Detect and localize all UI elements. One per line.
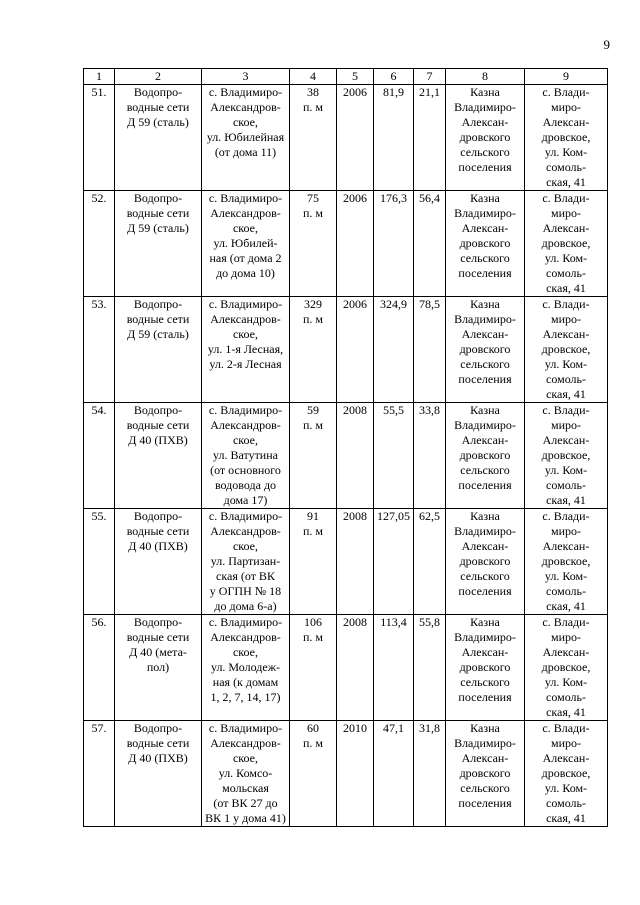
cell-line: Владимиро- [454,630,516,644]
object-name-cell [115,297,202,403]
cell-line: Алексан- [542,115,590,129]
year-cell: 2006 [337,191,374,297]
table-row [84,191,608,297]
cell-line: поселения [458,372,512,386]
cell-line: ское, [232,539,259,553]
cell-line: дровского [459,766,511,780]
cell-line: дровского [459,130,511,144]
cell-line: ул. Молодеж- [210,660,281,674]
table-row [84,297,608,403]
cell-line: 75 [307,191,319,205]
registry-body [84,69,608,827]
cell-line: Д 59 (сталь) [127,115,189,129]
cell-line: (от ВК 27 до [213,796,278,810]
location-cell [525,191,608,297]
year-cell: 2008 [337,403,374,509]
address-cell [202,721,290,827]
cell-line: сельского [460,781,510,795]
cell-line: Д 40 (ПХВ) [128,751,188,765]
cell-line: ул. Ком- [544,781,588,795]
address-cell [202,85,290,191]
column-number: 2 [115,69,202,85]
owner-cell [446,297,525,403]
year-cell: 2008 [337,509,374,615]
cell-line: ское, [232,751,259,765]
cell-line: дровского [459,342,511,356]
cell-line: п. м [302,736,323,750]
cell-line: поселения [458,160,512,174]
value-col7-cell: 56,4 [414,191,446,297]
length-cell [290,615,337,721]
cell-line: Водопро- [133,615,183,629]
cell-line: сомоль- [546,160,586,174]
cell-line: с. Влади- [542,297,590,311]
cell-line: 106 [304,615,322,629]
cell-line: ское, [232,115,259,129]
cell-line: Алексан- [542,645,590,659]
cell-line: дома 17) [223,493,268,507]
row-number-cell: 51. [84,85,115,191]
cell-line: сомоль- [546,266,586,280]
column-number: 7 [414,69,446,85]
cell-line: ул. 1-я Лесная, [207,342,284,356]
cell-line: Александров- [210,630,281,644]
cell-line: до дома 6-а) [214,599,277,613]
cell-line: Алексан- [461,645,509,659]
cell-line: ул. Юбилей- [213,236,278,250]
cell-line: с. Владимиро- [208,85,283,99]
cell-line: водные сети [126,100,190,114]
cell-line: Владимиро- [454,312,516,326]
value-col6-cell: 47,1 [374,721,414,827]
cell-line: Д 59 (сталь) [127,221,189,235]
table-row [84,403,608,509]
cell-line: с. Владимиро- [208,509,283,523]
cell-line: Д 40 (мета- [129,645,187,659]
row-number-cell: 52. [84,191,115,297]
page-number: 9 [603,37,610,52]
cell-line: дровское, [541,342,591,356]
length-cell [290,403,337,509]
table-row [84,509,608,615]
table-row [84,721,608,827]
cell-line: ская, 41 [546,493,586,507]
cell-line: ское, [232,327,259,341]
row-number-cell: 53. [84,297,115,403]
object-name-cell [115,509,202,615]
cell-line: с. Владимиро- [208,721,283,735]
cell-line: с. Влади- [542,85,590,99]
object-name-cell [115,615,202,721]
address-cell [202,297,290,403]
cell-line: сомоль- [546,796,586,810]
cell-line: миро- [550,418,581,432]
cell-line: ская, 41 [546,175,586,189]
year-cell: 2006 [337,297,374,403]
cell-line: Алексан- [461,221,509,235]
cell-line: миро- [550,100,581,114]
cell-line: мольская [222,781,269,795]
location-cell [525,403,608,509]
cell-line: у ОГПН № 18 [209,584,282,598]
value-col6-cell: 324,9 [374,297,414,403]
cell-line: Водопро- [133,297,183,311]
cell-line: п. м [302,524,323,538]
cell-line: с. Влади- [542,191,590,205]
location-cell [525,721,608,827]
cell-line: с. Влади- [542,615,590,629]
cell-line: Водопро- [133,721,183,735]
object-name-cell [115,191,202,297]
cell-line: Д 59 (сталь) [127,327,189,341]
length-cell [290,509,337,615]
cell-line: дровского [459,554,511,568]
value-col7-cell: 21,1 [414,85,446,191]
object-name-cell [115,403,202,509]
cell-line: 329 [304,297,322,311]
cell-line: с. Владимиро- [208,403,283,417]
column-number: 6 [374,69,414,85]
cell-line: Алексан- [542,751,590,765]
cell-line: Казна [470,615,500,629]
cell-line: Казна [470,191,500,205]
cell-line: водные сети [126,524,190,538]
cell-line: сомоль- [546,584,586,598]
cell-line: Алексан- [542,539,590,553]
cell-line: Казна [470,297,500,311]
cell-line: дровского [459,448,511,462]
cell-line: Владимиро- [454,524,516,538]
column-number-row [84,69,608,85]
row-number-cell: 56. [84,615,115,721]
cell-line: Водопро- [133,191,183,205]
cell-line: ская, 41 [546,387,586,401]
cell-line: сельского [460,675,510,689]
column-number: 1 [84,69,115,85]
cell-line: ская, 41 [546,705,586,719]
cell-line: с. Владимиро- [208,297,283,311]
location-cell [525,509,608,615]
cell-line: сомоль- [546,372,586,386]
cell-line: Алексан- [542,327,590,341]
column-number: 9 [525,69,608,85]
cell-line: п. м [302,312,323,326]
cell-line: Алексан- [461,751,509,765]
cell-line: сельского [460,251,510,265]
cell-line: (от основного [210,463,281,477]
cell-line: п. м [302,100,323,114]
cell-line: водные сети [126,312,190,326]
cell-line: Казна [470,721,500,735]
value-col7-cell: 55,8 [414,615,446,721]
cell-line: Александров- [210,524,281,538]
cell-line: миро- [550,312,581,326]
table-row [84,85,608,191]
cell-line: ул. 2-я Лесная [209,357,282,371]
cell-line: ское, [232,645,259,659]
cell-line: Водопро- [133,509,183,523]
year-cell: 2010 [337,721,374,827]
address-cell [202,403,290,509]
cell-line: Д 40 (ПХВ) [128,433,188,447]
cell-line: водные сети [126,418,190,432]
cell-line: 59 [307,403,319,417]
address-cell [202,191,290,297]
location-cell [525,85,608,191]
row-number-cell: 57. [84,721,115,827]
cell-line: Алексан- [542,433,590,447]
cell-line: дровское, [541,130,591,144]
column-number: 5 [337,69,374,85]
cell-line: ская (от ВК [216,569,275,583]
cell-line: Александров- [210,100,281,114]
value-col7-cell: 62,5 [414,509,446,615]
object-name-cell [115,721,202,827]
cell-line: Алексан- [461,433,509,447]
length-cell [290,85,337,191]
year-cell: 2008 [337,615,374,721]
cell-line: дровское, [541,766,591,780]
cell-line: 38 [307,85,319,99]
cell-line: 1, 2, 7, 14, 17) [210,690,281,704]
cell-line: ская, 41 [546,811,586,825]
cell-line: ское, [232,433,259,447]
cell-line: водные сети [126,736,190,750]
owner-cell [446,615,525,721]
cell-line: 91 [307,509,319,523]
location-cell [525,297,608,403]
cell-line: с. Влади- [542,509,590,523]
object-name-cell [115,85,202,191]
cell-line: ная (от дома 2 [209,251,282,265]
cell-line: дровское, [541,660,591,674]
address-cell [202,615,290,721]
cell-line: миро- [550,630,581,644]
cell-line: ул. Ком- [544,569,588,583]
cell-line: сельского [460,569,510,583]
cell-line: дровского [459,660,511,674]
length-cell [290,297,337,403]
owner-cell [446,85,525,191]
cell-line: Александров- [210,418,281,432]
cell-line: ул. Комсо- [218,766,273,780]
cell-line: Александров- [210,736,281,750]
cell-line: ская, 41 [546,599,586,613]
cell-line: поселения [458,266,512,280]
cell-line: сельского [460,145,510,159]
cell-line: Алексан- [461,115,509,129]
value-col6-cell: 113,4 [374,615,414,721]
cell-line: ул. Ком- [544,145,588,159]
cell-line: сельского [460,463,510,477]
cell-line: поселения [458,796,512,810]
row-number-cell: 54. [84,403,115,509]
cell-line: ул. Ватутина [213,448,278,462]
cell-line: с. Владимиро- [208,191,283,205]
cell-line: ная (к домам [212,675,279,689]
cell-line: ВК 1 у дома 41) [205,811,286,825]
cell-line: Александров- [210,206,281,220]
cell-line: миро- [550,206,581,220]
cell-line: до дома 10) [216,266,275,280]
cell-line: миро- [550,736,581,750]
cell-line: Д 40 (ПХВ) [128,539,188,553]
cell-line: Водопро- [133,403,183,417]
cell-line: ул. Ком- [544,463,588,477]
value-col6-cell: 55,5 [374,403,414,509]
registry-table [83,68,608,827]
value-col6-cell: 81,9 [374,85,414,191]
cell-line: ское, [232,221,259,235]
cell-line: поселения [458,478,512,492]
row-number-cell: 55. [84,509,115,615]
cell-line: с. Влади- [542,721,590,735]
cell-line: Казна [470,85,500,99]
cell-line: 60 [307,721,319,735]
value-col7-cell: 33,8 [414,403,446,509]
length-cell [290,721,337,827]
column-number: 4 [290,69,337,85]
cell-line: миро- [550,524,581,538]
cell-line: Владимиро- [454,206,516,220]
cell-line: п. м [302,630,323,644]
owner-cell [446,191,525,297]
value-col7-cell: 78,5 [414,297,446,403]
column-number: 8 [446,69,525,85]
owner-cell [446,509,525,615]
cell-line: поселения [458,584,512,598]
column-number: 3 [202,69,290,85]
cell-line: дровское, [541,448,591,462]
year-cell: 2006 [337,85,374,191]
cell-line: ул. Ком- [544,251,588,265]
cell-line: ул. Ком- [544,357,588,371]
cell-line: Казна [470,509,500,523]
cell-line: сомоль- [546,478,586,492]
cell-line: поселения [458,690,512,704]
cell-line: Владимиро- [454,736,516,750]
cell-line: дровское, [541,554,591,568]
cell-line: дровского [459,236,511,250]
cell-line: водные сети [126,206,190,220]
cell-line: сомоль- [546,690,586,704]
cell-line: Водопро- [133,85,183,99]
value-col6-cell: 176,3 [374,191,414,297]
value-col6-cell: 127,05 [374,509,414,615]
cell-line: водовода до [214,478,277,492]
address-cell [202,509,290,615]
cell-line: сельского [460,357,510,371]
cell-line: дровское, [541,236,591,250]
location-cell [525,615,608,721]
value-col7-cell: 31,8 [414,721,446,827]
table-row [84,615,608,721]
cell-line: пол) [146,660,170,674]
cell-line: Казна [470,403,500,417]
cell-line: п. м [302,206,323,220]
cell-line: с. Влади- [542,403,590,417]
cell-line: Алексан- [461,327,509,341]
cell-line: Алексан- [461,539,509,553]
cell-line: ул. Ком- [544,675,588,689]
cell-line: Алексан- [542,221,590,235]
cell-line: ская, 41 [546,281,586,295]
cell-line: п. м [302,418,323,432]
cell-line: ул. Партизан- [210,554,281,568]
owner-cell [446,403,525,509]
cell-line: водные сети [126,630,190,644]
cell-line: (от дома 11) [214,145,277,159]
owner-cell [446,721,525,827]
cell-line: с. Владимиро- [208,615,283,629]
cell-line: Владимиро- [454,100,516,114]
cell-line: Александров- [210,312,281,326]
cell-line: Владимиро- [454,418,516,432]
cell-line: ул. Юбилейная [206,130,285,144]
length-cell [290,191,337,297]
